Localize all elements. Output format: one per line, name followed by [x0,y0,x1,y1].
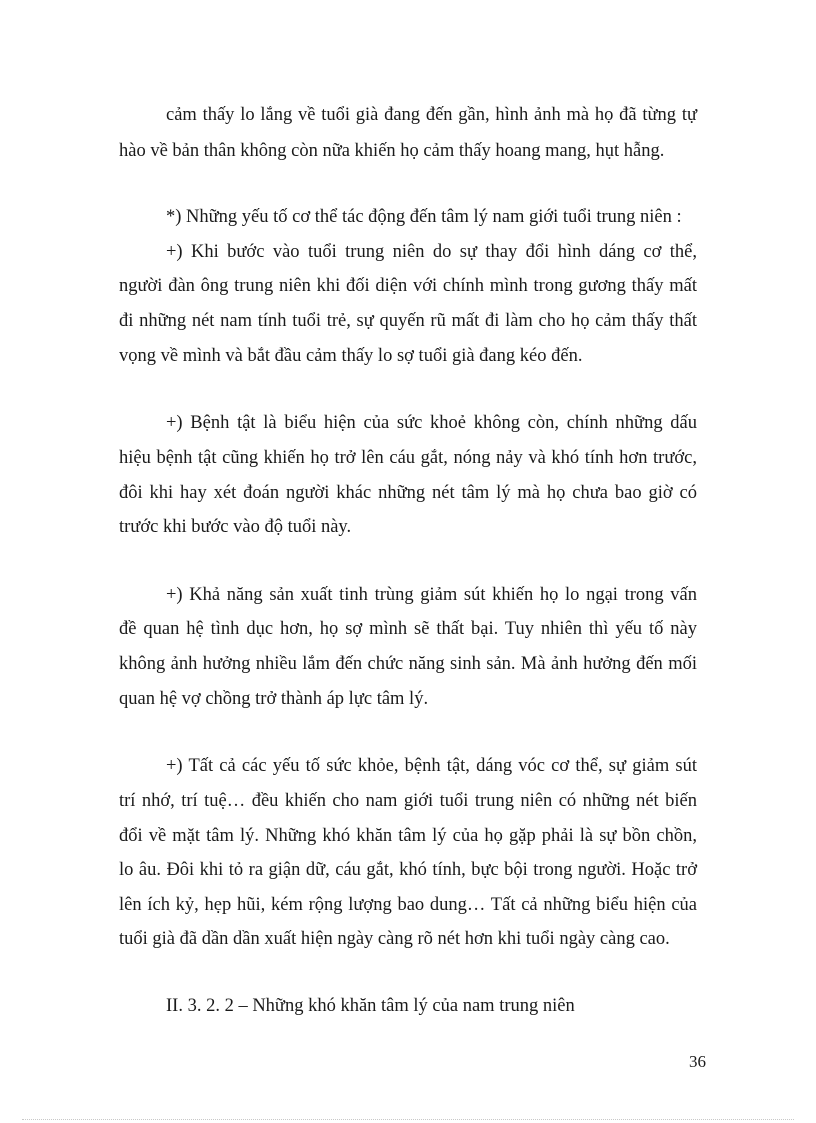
text-line: lên ích kỷ, hẹp hũi, kém rộng lượng bao dung… Tất cả những biểu hiện của [119,895,697,915]
text-line: vọng về mình và bắt đầu cảm thấy lo sợ tuổi già đang kéo đến. [119,346,583,366]
text-line: trí nhớ, trí tuệ… đều khiến cho nam giới tuổi trung niên có những nét biến [119,791,697,811]
text-line: cảm thấy lo lắng về tuổi già đang đến gần, hình ảnh mà họ đã từng tự [166,105,697,125]
section-heading: II. 3. 2. 2 – Những khó khăn tâm lý của nam trung niên [166,996,575,1016]
text-line: trước khi bước vào độ tuổi này. [119,517,352,537]
text-line: đôi khi hay xét đoán người khác những nét tâm lý mà họ chưa bao giờ có [119,483,697,503]
text-line: lo âu. Đôi khi tỏ ra giận dữ, cáu gắt, khó tính, bực bội trong người. Hoặc trở [119,860,697,880]
text-line: đổi về mặt tâm lý. Những khó khăn tâm lý của họ gặp phải là sự bồn chồn, [119,826,697,846]
text-line: quan hệ vợ chồng trở thành áp lực tâm lý. [119,689,429,709]
page-number: 36 [689,1052,706,1071]
text-line: +) Khi bước vào tuổi trung niên do sự thay đổi hình dáng cơ thể, [166,242,697,262]
text-line: đề quan hệ tình dục hơn, họ sợ mình sẽ thất bại. Tuy nhiên thì yếu tố này [119,619,697,639]
footer-divider [22,1119,794,1120]
text-line: đi những nét nam tính tuổi trẻ, sự quyến rũ mất đi làm cho họ cảm thấy thất [119,311,697,331]
text-line: tuổi già đã dần dần xuất hiện ngày càng rõ nét hơn khi tuổi ngày càng cao. [119,929,670,949]
text-line: người đàn ông trung niên khi đối diện với chính mình trong gương thấy mất [119,276,697,296]
text-line: +) Bệnh tật là biểu hiện của sức khoẻ không còn, chính những dấu [166,413,697,433]
text-line: hào về bản thân không còn nữa khiến họ cảm thấy hoang mang, hụt hẫng. [119,141,665,161]
text-line: *) Những yếu tố cơ thể tác động đến tâm lý nam giới tuổi trung niên : [166,207,682,227]
text-line: không ảnh hưởng nhiều lắm đến chức năng sinh sản. Mà ảnh hưởng đến mối [119,654,697,674]
text-line: +) Khả năng sản xuất tinh trùng giảm sút khiến họ lo ngại trong vấn [166,585,697,605]
text-line: +) Tất cả các yếu tố sức khỏe, bệnh tật, dáng vóc cơ thể, sự giảm sút [166,756,697,776]
text-line: hiệu bệnh tật cũng khiến họ trở lên cáu gắt, nóng nảy và khó tính hơn trước, [119,448,697,468]
